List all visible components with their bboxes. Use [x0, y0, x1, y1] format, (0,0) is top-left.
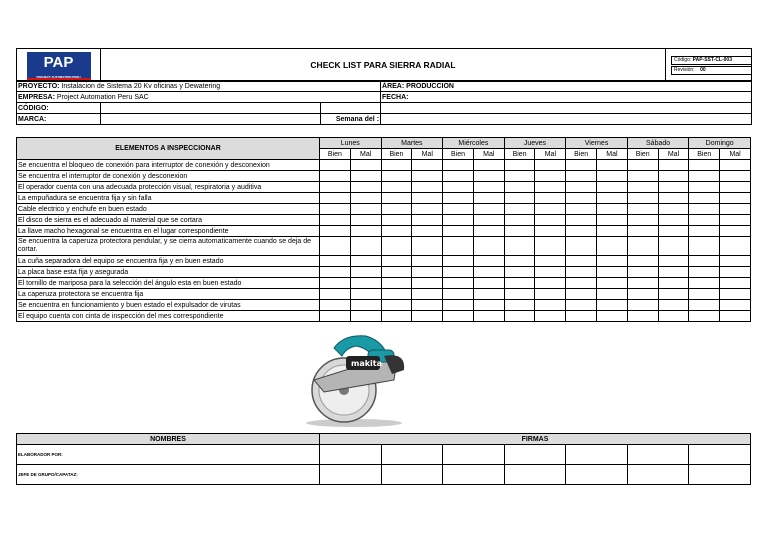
check-cell[interactable] [627, 278, 658, 289]
check-cell[interactable] [473, 256, 504, 267]
check-cell[interactable] [566, 267, 597, 278]
mal-header: Mal [350, 149, 381, 160]
check-cell[interactable] [412, 193, 443, 204]
checklist-item: La cuña separadora del equipo se encuentra fija y en buen estado [17, 256, 320, 267]
check-cell[interactable] [443, 237, 474, 256]
check-cell[interactable] [535, 171, 566, 182]
check-cell[interactable] [627, 215, 658, 226]
check-cell[interactable] [627, 193, 658, 204]
check-cell[interactable] [443, 204, 474, 215]
check-cell[interactable] [320, 289, 351, 300]
check-cell[interactable] [597, 267, 628, 278]
bien-header: Bien [443, 149, 474, 160]
semana-label: Semana del : [321, 114, 381, 125]
codigo-label: CÓDIGO: [17, 103, 101, 114]
check-cell[interactable] [720, 160, 751, 171]
signature-cell[interactable] [320, 465, 382, 485]
day-header: Jueves [504, 138, 566, 149]
check-cell[interactable] [381, 204, 412, 215]
checklist-item: Se encuentra en funcionamiento y buen estado el expulsador de virutas [17, 300, 320, 311]
signature-cell[interactable] [320, 445, 382, 465]
day-header: Sábado [627, 138, 689, 149]
check-cell[interactable] [597, 215, 628, 226]
check-cell[interactable] [443, 300, 474, 311]
marca-label: MARCA: [17, 114, 101, 125]
logo-text: PAP [43, 53, 74, 71]
signature-cell[interactable] [566, 465, 628, 485]
check-cell[interactable] [320, 171, 351, 182]
check-cell[interactable] [566, 215, 597, 226]
check-cell[interactable] [381, 226, 412, 237]
check-cell[interactable] [627, 267, 658, 278]
check-cell[interactable] [504, 237, 535, 256]
bien-header: Bien [689, 149, 720, 160]
check-cell[interactable] [381, 237, 412, 256]
check-cell[interactable] [535, 311, 566, 322]
check-cell[interactable] [412, 204, 443, 215]
check-cell[interactable] [535, 160, 566, 171]
checklist-row [17, 267, 751, 278]
check-cell[interactable] [473, 160, 504, 171]
check-cell[interactable] [597, 256, 628, 267]
check-cell[interactable] [504, 300, 535, 311]
check-cell[interactable] [320, 160, 351, 171]
check-cell[interactable] [350, 182, 381, 193]
document-title: CHECK LIST PARA SIERRA RADIAL [101, 49, 666, 82]
check-cell[interactable] [689, 226, 720, 237]
check-cell[interactable] [535, 237, 566, 256]
check-cell[interactable] [320, 237, 351, 256]
check-cell[interactable] [689, 204, 720, 215]
checklist-row [17, 204, 751, 215]
check-cell[interactable] [720, 237, 751, 256]
check-cell[interactable] [535, 267, 566, 278]
check-cell[interactable] [473, 278, 504, 289]
revision-box: Revisión: 00 [671, 66, 752, 75]
check-cell[interactable] [689, 182, 720, 193]
signature-cell[interactable] [381, 465, 443, 485]
check-cell[interactable] [443, 215, 474, 226]
mal-header: Mal [473, 149, 504, 160]
check-cell[interactable] [627, 300, 658, 311]
check-cell[interactable] [473, 289, 504, 300]
check-cell[interactable] [535, 215, 566, 226]
check-cell[interactable] [627, 237, 658, 256]
day-header: Domingo [689, 138, 751, 149]
check-cell[interactable] [566, 278, 597, 289]
check-cell[interactable] [350, 237, 381, 256]
check-cell[interactable] [658, 267, 689, 278]
signature-cell[interactable] [443, 445, 505, 465]
check-cell[interactable] [412, 171, 443, 182]
signature-cell[interactable] [504, 445, 566, 465]
checklist-row [17, 311, 751, 322]
check-cell[interactable] [720, 204, 751, 215]
checklist-row [17, 226, 751, 237]
check-cell[interactable] [381, 193, 412, 204]
check-cell[interactable] [658, 215, 689, 226]
checklist-item: El equipo cuenta con cinta de inspección del mes correspondiente [17, 311, 320, 322]
check-cell[interactable] [689, 215, 720, 226]
check-cell[interactable] [658, 256, 689, 267]
check-cell[interactable] [412, 215, 443, 226]
check-cell[interactable] [535, 226, 566, 237]
check-cell[interactable] [350, 204, 381, 215]
check-cell[interactable] [504, 160, 535, 171]
signature-cell[interactable] [689, 465, 751, 485]
check-cell[interactable] [720, 267, 751, 278]
saw-brand-label: makita [351, 359, 383, 368]
signature-cell[interactable] [504, 465, 566, 485]
day-header: Lunes [320, 138, 382, 149]
check-cell[interactable] [689, 311, 720, 322]
day-header: Miércoles [443, 138, 505, 149]
check-cell[interactable] [535, 300, 566, 311]
check-cell[interactable] [320, 256, 351, 267]
check-cell[interactable] [443, 267, 474, 278]
checklist-item: Cable electrico y enchufe en buen estado [17, 204, 320, 215]
check-cell[interactable] [381, 311, 412, 322]
mal-header: Mal [412, 149, 443, 160]
check-cell[interactable] [689, 289, 720, 300]
check-cell[interactable] [412, 267, 443, 278]
check-cell[interactable] [658, 160, 689, 171]
check-cell[interactable] [566, 237, 597, 256]
signature-cell[interactable] [381, 445, 443, 465]
marca-value[interactable] [101, 114, 321, 125]
check-cell[interactable] [381, 278, 412, 289]
check-cell[interactable] [597, 278, 628, 289]
check-cell[interactable] [658, 193, 689, 204]
check-cell[interactable] [443, 278, 474, 289]
check-cell[interactable] [443, 193, 474, 204]
check-cell[interactable] [320, 311, 351, 322]
checklist-row [17, 278, 751, 289]
check-cell[interactable] [720, 215, 751, 226]
check-cell[interactable] [473, 204, 504, 215]
check-cell[interactable] [504, 311, 535, 322]
checklist-item: La caperuza protectora se encuentra fija [17, 289, 320, 300]
check-cell[interactable] [412, 311, 443, 322]
bien-header: Bien [627, 149, 658, 160]
check-cell[interactable] [350, 226, 381, 237]
check-cell[interactable] [627, 311, 658, 322]
check-cell[interactable] [566, 182, 597, 193]
check-cell[interactable] [658, 289, 689, 300]
check-cell[interactable] [443, 171, 474, 182]
circular-saw-image [294, 330, 414, 430]
check-cell[interactable] [443, 226, 474, 237]
check-cell[interactable] [412, 160, 443, 171]
check-cell[interactable] [658, 204, 689, 215]
check-cell[interactable] [627, 182, 658, 193]
proyecto-field: PROYECTO: Instalacion de Sistema 20 Kv oficinas y Dewatering [17, 81, 381, 92]
check-cell[interactable] [720, 193, 751, 204]
check-cell[interactable] [597, 182, 628, 193]
check-cell[interactable] [566, 193, 597, 204]
check-cell[interactable] [504, 193, 535, 204]
checklist-item: El disco de sierra es el adecuado al material que se cortara [17, 215, 320, 226]
checklist-row [17, 300, 751, 311]
check-cell[interactable] [597, 289, 628, 300]
check-cell[interactable] [381, 182, 412, 193]
check-cell[interactable] [320, 267, 351, 278]
check-cell[interactable] [350, 311, 381, 322]
checklist-row [17, 160, 751, 171]
logo-cell [17, 49, 101, 82]
check-cell[interactable] [473, 171, 504, 182]
check-cell[interactable] [350, 256, 381, 267]
check-cell[interactable] [658, 171, 689, 182]
logo-subtitle: PROJECT AUTOMATION PERU [36, 74, 81, 79]
area-field: ÁREA: PRODUCCION [381, 81, 752, 92]
checklist-item: La placa base esta fija y asegurada [17, 267, 320, 278]
day-header: Viernes [566, 138, 628, 149]
check-cell[interactable] [689, 278, 720, 289]
check-cell[interactable] [535, 204, 566, 215]
check-cell[interactable] [412, 278, 443, 289]
header-table [16, 48, 752, 82]
check-cell[interactable] [566, 204, 597, 215]
codigo-box: Código: PAP-SST-CL-003 [671, 56, 752, 65]
bien-header: Bien [504, 149, 535, 160]
checklist-item: Se encuentra el interruptor de conexión y desconexion [17, 171, 320, 182]
check-cell[interactable] [320, 226, 351, 237]
semana-value[interactable] [381, 114, 752, 125]
check-cell[interactable] [689, 256, 720, 267]
check-cell[interactable] [350, 215, 381, 226]
check-cell[interactable] [566, 289, 597, 300]
checklist-item: La empuñadura se encuentra fija y sin falla [17, 193, 320, 204]
check-cell[interactable] [320, 300, 351, 311]
check-cell[interactable] [350, 193, 381, 204]
check-cell[interactable] [566, 256, 597, 267]
mal-header: Mal [658, 149, 689, 160]
check-cell[interactable] [627, 226, 658, 237]
empresa-field: EMPRESA: Project Automation Peru SAC [17, 92, 381, 103]
check-cell[interactable] [658, 311, 689, 322]
checklist-row [17, 193, 751, 204]
check-cell[interactable] [412, 226, 443, 237]
check-cell[interactable] [658, 300, 689, 311]
check-cell[interactable] [658, 226, 689, 237]
signature-cell[interactable] [627, 445, 689, 465]
check-cell[interactable] [504, 289, 535, 300]
check-cell[interactable] [504, 278, 535, 289]
check-cell[interactable] [627, 289, 658, 300]
jefe-grupo-label: JEFE DE GRUPO/CAPATAZ: [17, 465, 320, 485]
check-cell[interactable] [597, 237, 628, 256]
checklist-item: Se encuentra la caperuza protectora pendular, y se cierra automaticamente cuando se deja de cortar. [17, 237, 320, 256]
check-cell[interactable] [504, 215, 535, 226]
check-cell[interactable] [597, 160, 628, 171]
check-cell[interactable] [597, 300, 628, 311]
check-cell[interactable] [350, 300, 381, 311]
bien-header: Bien [566, 149, 597, 160]
check-cell[interactable] [720, 256, 751, 267]
check-cell[interactable] [689, 193, 720, 204]
check-cell[interactable] [627, 160, 658, 171]
check-cell[interactable] [535, 289, 566, 300]
mal-header: Mal [597, 149, 628, 160]
checklist-item: El tornillo de mariposa para la selección del ángulo esta en buen estado [17, 278, 320, 289]
company-logo [27, 52, 91, 81]
check-cell[interactable] [658, 237, 689, 256]
check-cell[interactable] [320, 215, 351, 226]
signature-cell[interactable] [627, 465, 689, 485]
check-cell[interactable] [381, 215, 412, 226]
check-cell[interactable] [320, 193, 351, 204]
check-cell[interactable] [566, 300, 597, 311]
check-cell[interactable] [473, 300, 504, 311]
check-cell[interactable] [627, 256, 658, 267]
check-cell[interactable] [504, 226, 535, 237]
checklist-row [17, 237, 751, 256]
check-cell[interactable] [658, 182, 689, 193]
check-cell[interactable] [597, 171, 628, 182]
check-cell[interactable] [566, 311, 597, 322]
elements-header: ELEMENTOS A INSPECCIONAR [17, 138, 320, 160]
check-cell[interactable] [504, 204, 535, 215]
check-cell[interactable] [350, 289, 381, 300]
check-cell[interactable] [689, 237, 720, 256]
check-cell[interactable] [350, 278, 381, 289]
checklist-item: El operador cuenta con una adecuada protección visual, respiratoria y auditiva [17, 182, 320, 193]
check-cell[interactable] [412, 182, 443, 193]
elaborador-label: ELABORADOR POR: [17, 445, 320, 465]
check-cell[interactable] [504, 267, 535, 278]
check-cell[interactable] [597, 193, 628, 204]
check-cell[interactable] [473, 311, 504, 322]
check-cell[interactable] [412, 300, 443, 311]
check-cell[interactable] [689, 300, 720, 311]
checklist-row [17, 215, 751, 226]
check-cell[interactable] [720, 182, 751, 193]
check-cell[interactable] [504, 171, 535, 182]
check-cell[interactable] [320, 204, 351, 215]
check-cell[interactable] [535, 256, 566, 267]
check-cell[interactable] [689, 171, 720, 182]
check-cell[interactable] [381, 267, 412, 278]
checklist-row [17, 289, 751, 300]
check-cell[interactable] [597, 226, 628, 237]
check-cell[interactable] [597, 311, 628, 322]
check-cell[interactable] [473, 193, 504, 204]
signature-table [16, 433, 751, 485]
check-cell[interactable] [627, 171, 658, 182]
check-cell[interactable] [350, 267, 381, 278]
check-cell[interactable] [658, 278, 689, 289]
check-cell[interactable] [566, 226, 597, 237]
check-cell[interactable] [535, 193, 566, 204]
check-cell[interactable] [720, 300, 751, 311]
mal-header: Mal [535, 149, 566, 160]
check-cell[interactable] [473, 226, 504, 237]
check-cell[interactable] [381, 256, 412, 267]
bien-header: Bien [381, 149, 412, 160]
signature-cell[interactable] [689, 445, 751, 465]
check-cell[interactable] [597, 204, 628, 215]
check-cell[interactable] [535, 278, 566, 289]
bien-header: Bien [320, 149, 351, 160]
check-cell[interactable] [473, 237, 504, 256]
check-cell[interactable] [443, 182, 474, 193]
check-cell[interactable] [504, 182, 535, 193]
check-cell[interactable] [350, 171, 381, 182]
check-cell[interactable] [412, 256, 443, 267]
check-cell[interactable] [535, 182, 566, 193]
check-cell[interactable] [381, 289, 412, 300]
signature-cell[interactable] [566, 445, 628, 465]
check-cell[interactable] [689, 160, 720, 171]
check-cell[interactable] [473, 215, 504, 226]
check-cell[interactable] [381, 171, 412, 182]
nombres-header: NOMBRES [17, 434, 320, 445]
check-cell[interactable] [473, 182, 504, 193]
check-cell[interactable] [566, 171, 597, 182]
info-table [16, 80, 752, 125]
checklist-row [17, 171, 751, 182]
check-cell[interactable] [350, 160, 381, 171]
check-cell[interactable] [627, 204, 658, 215]
check-cell[interactable] [566, 160, 597, 171]
firmas-header: FIRMAS [320, 434, 751, 445]
code-cell [666, 49, 752, 82]
check-cell[interactable] [381, 160, 412, 171]
mal-header: Mal [720, 149, 751, 160]
checklist-item: Se encuentra el bloqueo de conexión para interruptor de conexión y desconexion [17, 160, 320, 171]
check-cell[interactable] [504, 256, 535, 267]
signature-cell[interactable] [443, 465, 505, 485]
check-cell[interactable] [443, 256, 474, 267]
codigo-value[interactable] [101, 103, 321, 114]
check-cell[interactable] [443, 160, 474, 171]
checklist-row [17, 182, 751, 193]
checklist-row [17, 256, 751, 267]
check-cell[interactable] [720, 289, 751, 300]
check-cell[interactable] [689, 267, 720, 278]
check-cell[interactable] [443, 289, 474, 300]
check-cell[interactable] [412, 237, 443, 256]
fecha-field: FECHA: [381, 92, 752, 103]
checklist-item: La llave macho hexagonal se encuentra en el lugar correspondiente [17, 226, 320, 237]
check-cell[interactable] [720, 278, 751, 289]
check-cell[interactable] [443, 311, 474, 322]
day-header: Martes [381, 138, 443, 149]
check-cell[interactable] [412, 289, 443, 300]
check-cell[interactable] [473, 267, 504, 278]
check-cell[interactable] [720, 171, 751, 182]
check-cell[interactable] [381, 300, 412, 311]
check-cell[interactable] [720, 226, 751, 237]
checklist-table [16, 137, 751, 322]
check-cell[interactable] [320, 278, 351, 289]
check-cell[interactable] [320, 182, 351, 193]
check-cell[interactable] [720, 311, 751, 322]
